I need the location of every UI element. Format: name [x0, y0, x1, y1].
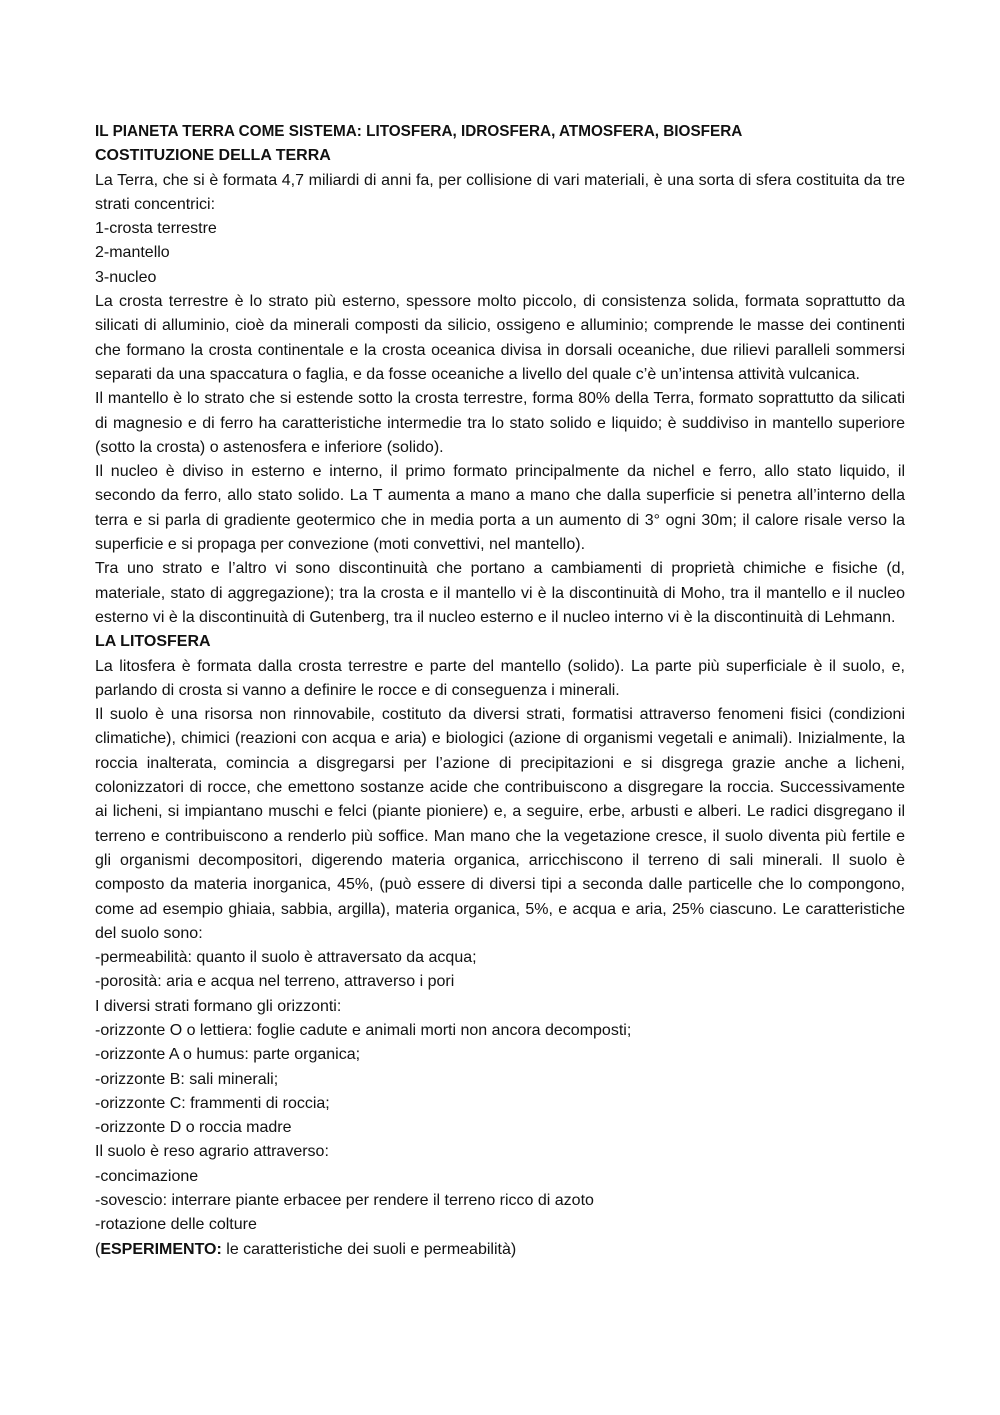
paragraph-suolo: Il suolo è una risorsa non rinnovabile, costituto da diversi strati, formatisi attraverso fenomeni fisici (condizioni climatiche), chimici (reazioni con acqua e aria) e biologici (azione di organismi vegetali e animali). Inizialmente, la roccia inalterata, comincia a disgregarsi per l’azione di precipitazioni e si disgrega grazie anche a licheni, colonizzatori di rocce, che emettono sostanze acide che contribuiscono a disgregare la roccia. Successivamente ai licheni, si impiantano muschi e felci (piante pioniere) e, a seguire, erbe, arbusti e alberi. Le radici disgregano il terreno e contribuiscono a renderlo più soffice. Man mano che la vegetazione cresce, il suolo diventa più fertile e gli organismi decompositori, digerendo materia organica, arricchiscono il terreno di sali minerali. Il suolo è composto da materia inorganica, 45%, (può essere di diversi tipi a seconda dalle particelle che lo compongono, come ad esempio ghiaia, sabbia, argilla), materia organica, 5%, e acqua e aria, 25% ciascuno. Le caratteristiche del suolo sono:: [95, 706, 905, 942]
list-item: -sovescio: interrare piante erbacee per rendere il terreno ricco di azoto: [95, 1192, 594, 1210]
experiment-note: [95, 1238, 905, 1262]
section-heading-litosfera: LA LITOSFERA: [95, 633, 211, 651]
horizons-intro: I diversi strati formano gli orizzonti:: [95, 997, 342, 1015]
list-item: -permeabilità: quanto il suolo è attraversato da acqua;: [95, 949, 477, 967]
list-item: 1-crosta terrestre: [95, 220, 217, 238]
list-item: -orizzonte D o roccia madre: [95, 1119, 292, 1137]
list-item: 2-mantello: [95, 244, 170, 262]
document-page: [95, 120, 905, 1262]
list-item: -orizzonte O o lettiera: foglie cadute e animali morti non ancora decomposti;: [95, 1021, 632, 1039]
paragraph-crosta: La crosta terrestre è lo strato più esterno, spessore molto piccolo, di consistenza solida, formata soprattutto da silicati di alluminio, cioè da minerali composti da silicio, ossigeno e alluminio; comprende le masse dei continenti che formano la crosta continentale e la crosta oceanica divisa in dorsali oceaniche, due rilievi paralleli sommersi separati da una spaccatura o faglia, e da fosse oceaniche a livello del quale c’è un’intensa attività vulcanica.: [95, 293, 905, 383]
document-title: IL PIANETA TERRA COME SISTEMA: LITOSFERA, IDROSFERA, ATMOSFERA, BIOSFERA: [95, 123, 743, 140]
experiment-open-paren: (: [95, 1240, 101, 1258]
list-item: -porosità: aria e acqua nel terreno, attraverso i pori: [95, 973, 455, 991]
list-item: -orizzonte B: sali minerali;: [95, 1070, 279, 1088]
list-item: -orizzonte A o humus: parte organica;: [95, 1046, 361, 1064]
experiment-text: le caratteristiche dei suoli e permeabilità): [221, 1240, 517, 1258]
agrarian-intro: Il suolo è reso agrario attraverso:: [95, 1143, 329, 1161]
list-item: -rotazione delle colture: [95, 1216, 257, 1234]
paragraph-nucleo: Il nucleo è diviso in esterno e interno, il primo formato principalmente da nichel e ferro, allo stato liquido, il secondo da ferro, allo stato solido. La T aumenta a mano a mano che dalla superficie si penetra all’interno della terra e si parla di gradiente geotermico che in media porta a un aumento di 3° ogni 30m; il calore risale verso la superficie e si propaga per convezione (moti convettivi, nel mantello).: [95, 463, 905, 554]
list-item: -concimazione: [95, 1167, 199, 1185]
list-item: 3-nucleo: [95, 268, 157, 286]
paragraph-litosfera-intro: La litosfera è formata dalla crosta terrestre e parte del mantello (solido). La parte più superficiale è il suolo, e, parlando di crosta si vanno a definire le rocce e di conseguenza i minerali.: [95, 657, 905, 699]
paragraph-discontinuita: Tra uno strato e l’altro vi sono discontinuità che portano a cambiamenti di proprietà chimiche e fisiche (d, materiale, stato di aggregazione); tra la crosta e il mantello vi è la discontinuità di Moho, tra il mantello e il nucleo esterno vi è la discontinuità di Gutenberg, tra il nucleo esterno e il nucleo interno vi è la discontinuità di Lehmann.: [95, 560, 905, 626]
experiment-label: ESPERIMENTO:: [100, 1240, 222, 1258]
paragraph-mantello: Il mantello è lo strato che si estende sotto la crosta terrestre, forma 80% della Terra, formato soprattutto da silicati di magnesio e di ferro ha caratteristiche intermedie tra lo stato solido e liquido; è suddiviso in mantello superiore (sotto la crosta) o astenosfera e inferiore (solido).: [95, 390, 905, 456]
list-item: -orizzonte C: frammenti di roccia;: [95, 1094, 330, 1112]
paragraph-intro: La Terra, che si è formata 4,7 miliardi di anni fa, per collisione di vari materiali, è una sorta di sfera costituita da tre strati concentrici:: [95, 171, 905, 213]
section-heading-costituzione: COSTITUZIONE DELLA TERRA: [95, 147, 331, 165]
